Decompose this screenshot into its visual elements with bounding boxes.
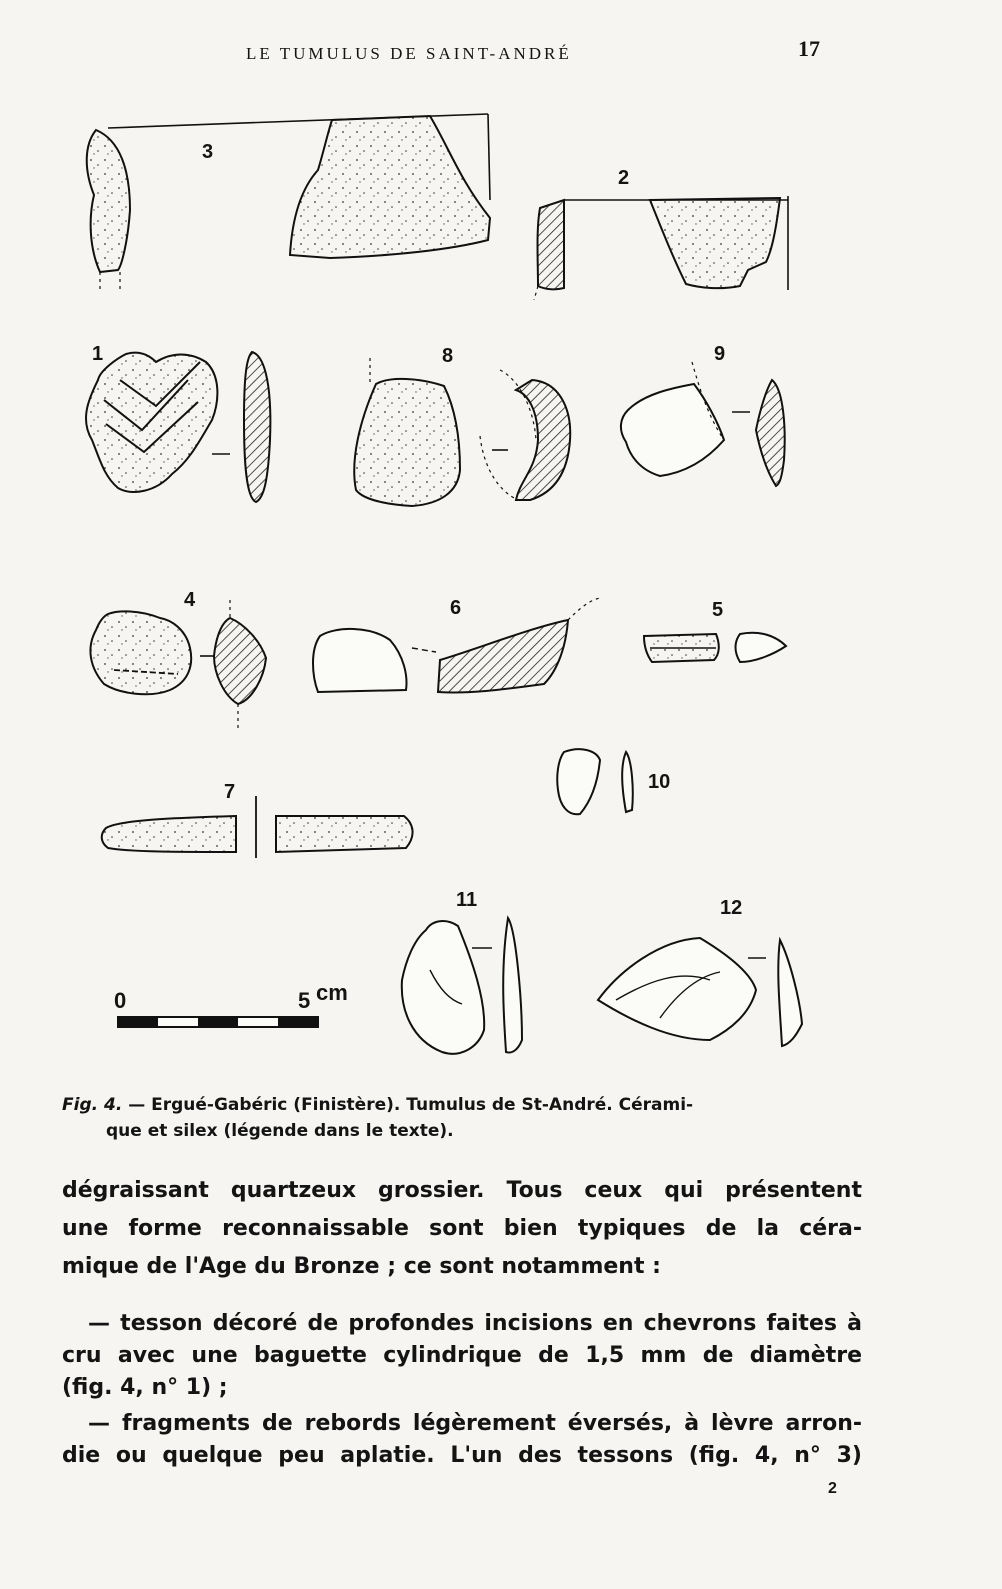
para1-line-2: une forme reconnaissable sont bien typiques de la céra- <box>62 1216 862 1241</box>
sherd-8 <box>354 345 570 506</box>
para3-line-2: die ou quelque peu aplatie. L'un des tessons (fig. 4, n° 3) <box>62 1443 862 1468</box>
sherd-9 <box>621 343 785 486</box>
sherd-4 <box>90 589 266 728</box>
flint-11 <box>402 889 522 1054</box>
caption-line-2: que et silex (légende dans le texte). <box>106 1121 454 1141</box>
label-11: 11 <box>456 889 478 911</box>
sherd-5 <box>644 599 786 662</box>
sherd-3 <box>87 114 490 290</box>
sherd-1 <box>86 343 270 502</box>
label-8: 8 <box>442 345 454 367</box>
para2-line-1: — tesson décoré de profondes incisions en chevrons faites à <box>88 1311 862 1336</box>
caption-fig-ref: Fig. 4. <box>62 1095 123 1115</box>
page-number: 17 <box>798 36 820 61</box>
scale-start: 0 <box>114 988 127 1013</box>
label-7: 7 <box>224 781 236 803</box>
label-3: 3 <box>202 141 214 163</box>
scale-bar <box>114 980 348 1027</box>
para1-line-1: dégraissant quartzeux grossier. Tous ceux qui présentent <box>62 1178 862 1203</box>
sherd-2 <box>534 167 788 300</box>
label-12: 12 <box>720 897 743 919</box>
paragraph-3 <box>62 1408 862 1472</box>
scale-unit: cm <box>316 980 348 1005</box>
paragraph-1 <box>62 1172 862 1286</box>
label-5: 5 <box>712 599 724 621</box>
label-6: 6 <box>450 597 462 619</box>
label-2: 2 <box>618 167 630 189</box>
flint-10 <box>557 749 670 814</box>
para1-line-3: mique de l'Age du Bronze ; ce sont notamment : <box>62 1254 661 1279</box>
para3-line-1: — fragments de rebords légèrement éversés, à lèvre arron- <box>88 1411 862 1436</box>
figure-caption <box>62 1092 862 1144</box>
caption-line-1: — Ergué-Gabéric (Finistère). Tumulus de St-André. Cérami- <box>122 1095 694 1115</box>
para2-line-2: cru avec une baguette cylindrique de 1,5 mm de diamètre <box>62 1343 862 1368</box>
sherd-7 <box>102 781 413 858</box>
label-9: 9 <box>714 343 726 365</box>
signature-mark: 2 <box>828 1480 837 1497</box>
sherd-6 <box>313 597 600 693</box>
label-4: 4 <box>184 589 196 611</box>
scale-end: 5 <box>298 988 311 1013</box>
figure-sherds-and-flints <box>60 100 860 1080</box>
paragraph-2 <box>62 1308 862 1404</box>
label-1: 1 <box>92 343 104 365</box>
flint-12 <box>598 897 802 1046</box>
para2-line-3: (fig. 4, n° 1) ; <box>62 1375 228 1400</box>
label-10: 10 <box>648 771 671 793</box>
running-head: LE TUMULUS DE SAINT-ANDRÉ <box>246 44 572 63</box>
